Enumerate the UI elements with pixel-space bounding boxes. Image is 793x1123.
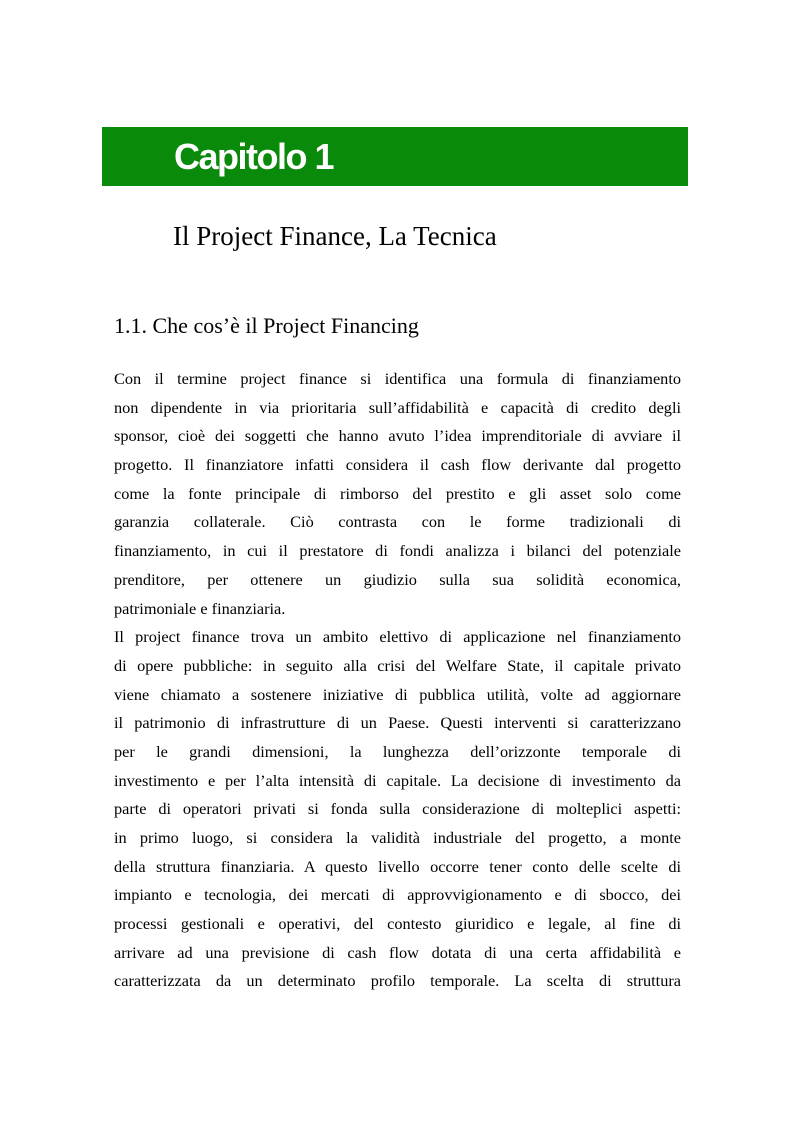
body-text [114,365,681,996]
text-line: come la fonte principale di rimborso del prestito e gli asset solo come [114,483,681,503]
text-line: di opere pubbliche: in seguito alla crisi del Welfare State, il capitale privato [114,655,681,675]
text-line: prenditore, per ottenere un giudizio sulla sua solidità economica, [114,569,681,589]
text-line: garanzia collaterale. Ciò contrasta con le forme tradizionali di [114,512,681,532]
text-line: Con il termine project finance si identifica una formula di finanziamento [114,369,681,388]
text-line: parte di operatori privati si fonda sulla considerazione di molteplici aspetti: [114,799,681,819]
section-title: 1.1. Che cos’è il Project Financing [114,313,419,338]
text-line: della struttura finanziaria. A questo livello occorre tener conto delle scelte di [114,856,681,876]
text-line: progetto. Il finanziatore infatti considera il cash flow derivante dal progetto [114,455,681,475]
text-line: finanziamento, in cui il prestatore di fondi analizza i bilanci del potenziale [114,541,681,561]
text-line: per le grandi dimensioni, la lunghezza dell’orizzonte temporale di [114,741,681,761]
text-line: caratterizzata da un determinato profilo temporale. La scelta di struttura [114,971,681,991]
text-line: investimento e per l’alta intensità di capitale. La decisione di investimento da [114,770,681,790]
text-line: patrimoniale e finanziaria. [114,598,286,618]
text-line: processi gestionali e operativi, del contesto giuridico e legale, al fine di [114,914,681,934]
text-line: in primo luogo, si considera la validità industriale del progetto, a monte [114,828,681,847]
text-line: non dipendente in via prioritaria sull’affidabilità e capacità di credito degli [114,397,681,417]
text-line: sponsor, cioè dei soggetti che hanno avuto l’idea imprenditoriale di avviare il [114,426,681,446]
text-line: arrivare ad una previsione di cash flow dotata di una certa affidabilità e [114,942,681,962]
text-line: Il project finance trova un ambito elettivo di applicazione nel finanziamento [114,627,681,647]
chapter-label: Capitolo 1 [174,136,334,177]
text-line: il patrimonio di infrastrutture di un Paese. Questi interventi si caratterizzano [114,713,681,733]
text-line: impianto e tecnologia, dei mercati di approvvigionamento e di sbocco, dei [114,885,681,905]
chapter-banner [102,127,688,186]
text-line: viene chiamato a sostenere iniziative di pubblica utilità, volte ad aggiornare [114,684,681,704]
chapter-title: Il Project Finance, La Tecnica [173,221,497,251]
